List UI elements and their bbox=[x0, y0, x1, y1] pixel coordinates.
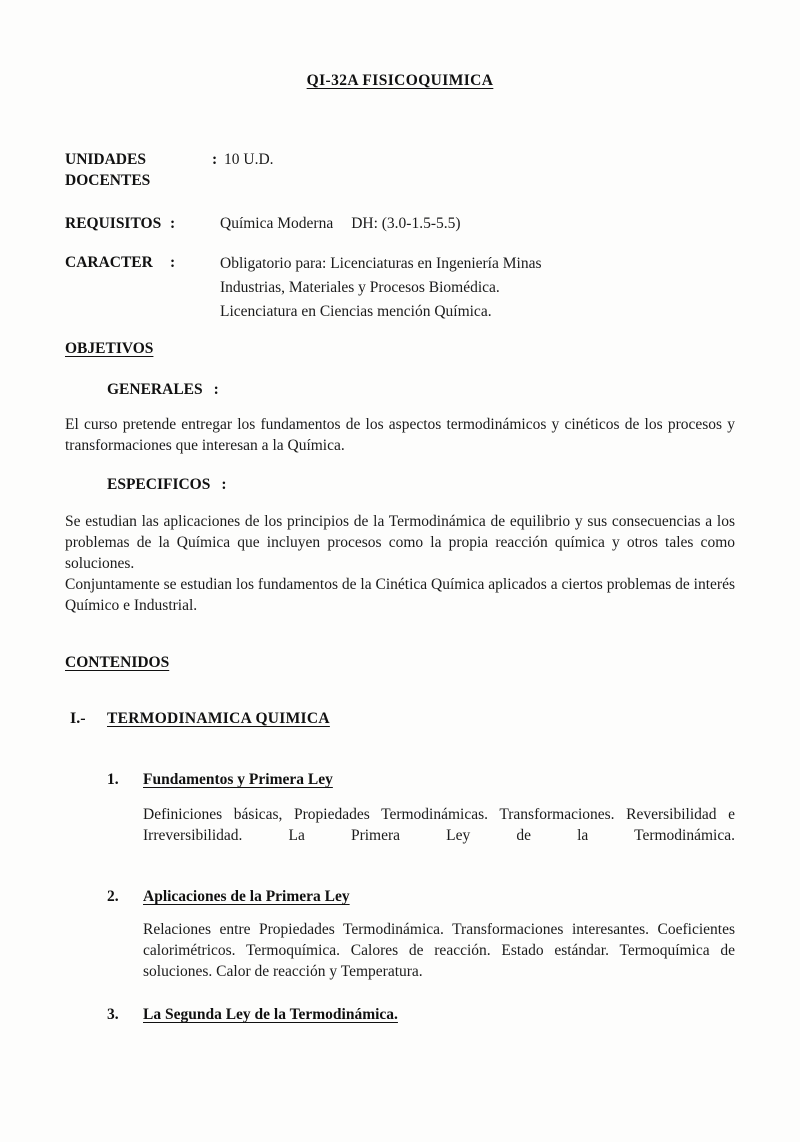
item-2-number: 2. bbox=[107, 888, 119, 905]
row-caracter bbox=[65, 252, 735, 324]
generales-label: GENERALES bbox=[107, 381, 203, 398]
unidades-colon: : bbox=[212, 151, 218, 168]
requisitos-course: Química Moderna bbox=[220, 215, 334, 232]
section-number: I.- bbox=[70, 710, 86, 727]
caracter-line: Licenciatura en Ciencias mención Química. bbox=[220, 303, 492, 320]
row-unidades-docentes bbox=[65, 149, 735, 191]
requisitos-value bbox=[220, 213, 735, 234]
caracter-label: CARACTER bbox=[65, 254, 153, 271]
generales-colon: : bbox=[213, 381, 219, 398]
document-title: QI-32A FISICOQUIMICA bbox=[306, 72, 494, 89]
unidades-value: 10 U.D. bbox=[224, 151, 274, 168]
caracter-line: Obligatorio para: Licenciaturas en Ingeniería Minas bbox=[220, 255, 542, 272]
heading-contenidos: CONTENIDOS bbox=[65, 654, 170, 671]
content-item-2 bbox=[107, 886, 735, 907]
unidades-label: UNIDADES DOCENTES bbox=[65, 151, 151, 189]
especificos-paragraph-1: Se estudian las aplicaciones de los principios de la Termodinámica de equilibrio y sus consecuencias a los problemas de la Química que incluyen procesos como la propia reacción química y otros tales como soluciones. bbox=[65, 513, 735, 572]
requisitos-label: REQUISITOS bbox=[65, 215, 162, 232]
item-1-title: Fundamentos y Primera Ley bbox=[143, 771, 333, 788]
item-3-number: 3. bbox=[107, 1006, 119, 1023]
caracter-colon: : bbox=[170, 254, 176, 271]
item-1-number: 1. bbox=[107, 771, 119, 788]
item-3-title: La Segunda Ley de la Termodinámica. bbox=[143, 1006, 398, 1023]
requisitos-colon: : bbox=[170, 215, 176, 232]
content-item-3 bbox=[107, 1004, 735, 1025]
section-termodinamica-quimica bbox=[70, 708, 735, 729]
especificos-label: ESPECIFICOS bbox=[107, 476, 211, 493]
subheading-especificos bbox=[107, 474, 735, 495]
especificos-colon: : bbox=[221, 476, 227, 493]
requisitos-dh: DH: (3.0-1.5-5.5) bbox=[351, 215, 461, 232]
caracter-value bbox=[220, 252, 735, 324]
subheading-generales bbox=[107, 379, 735, 400]
item-2-title: Aplicaciones de la Primera Ley bbox=[143, 888, 350, 905]
content-item-1 bbox=[107, 769, 735, 790]
section-title: TERMODINAMICA QUIMICA bbox=[107, 710, 330, 727]
row-requisitos bbox=[65, 213, 735, 234]
item-1-description: Definiciones básicas, Propiedades Termodinámicas. Transformaciones. Reversibilidad e Irreversibilidad. La Primera Ley de la Termodinámica. bbox=[143, 806, 735, 844]
heading-objetivos: OBJETIVOS bbox=[65, 340, 154, 357]
item-2-description: Relaciones entre Propiedades Termodinámica. Transformaciones interesantes. Coeficientes calorimétricos. Termoquímica. Calores de reacción. Estado estándar. Termoquímica de soluciones. Calor de reacción y Temperatura. bbox=[143, 921, 735, 980]
caracter-line: Industrias, Materiales y Procesos Biomédica. bbox=[220, 279, 500, 296]
especificos-paragraph-2: Conjuntamente se estudian los fundamentos de la Cinética Química aplicados a ciertos problemas de interés Químico e Industrial. bbox=[65, 576, 735, 614]
generales-paragraph: El curso pretende entregar los fundamentos de los aspectos termodinámicos y cinéticos de los procesos y transformaciones que interesan a la Química. bbox=[65, 416, 735, 454]
